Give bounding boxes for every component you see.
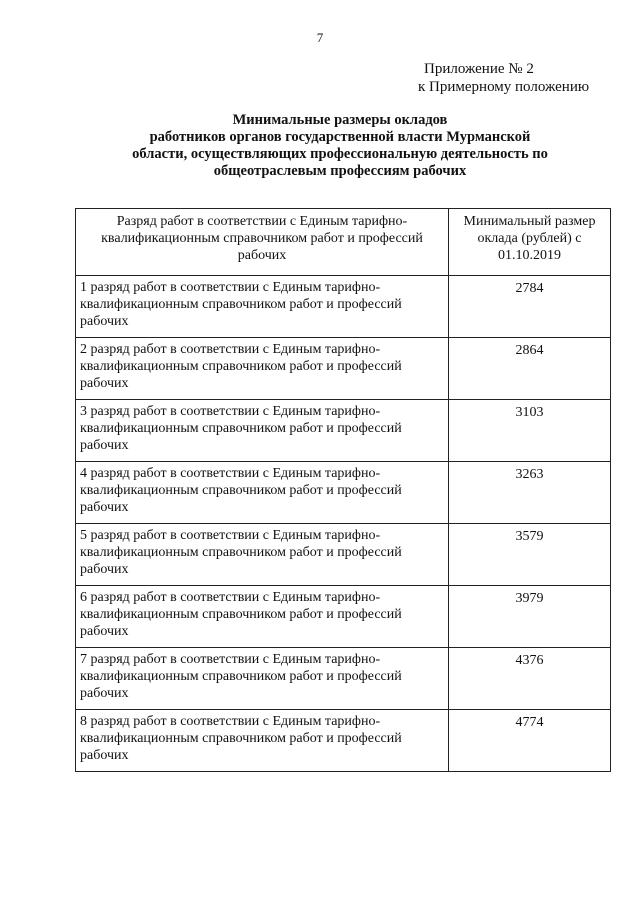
title-line: общеотраслевым профессиям рабочих — [213, 163, 467, 179]
grade-description-line: 2 разряд работ в соответствии с Единым тарифно- — [80, 342, 381, 357]
column-header-grade — [76, 209, 449, 276]
header-line: Разряд работ в соответствии с Единым тарифно- — [116, 214, 408, 229]
grade-description-line: рабочих — [80, 686, 129, 701]
title-line: работников органов государственной власти Мурманской — [149, 129, 531, 145]
grade-description-line: квалификационным справочником работ и профессий — [80, 483, 402, 498]
grade-description-line: рабочих — [80, 314, 129, 329]
salary-value-cell: 3103 — [449, 400, 611, 462]
salary-value-cell: 2784 — [449, 276, 611, 338]
column-header-salary — [449, 209, 611, 276]
appendix-note — [418, 60, 589, 96]
grade-description-line: 3 разряд работ в соответствии с Единым тарифно- — [80, 404, 381, 419]
grade-description-line: рабочих — [80, 624, 129, 639]
title-line: области, осуществляющих профессиональную деятельность по — [132, 146, 548, 162]
grade-description-line: квалификационным справочником работ и профессий — [80, 731, 402, 746]
grade-description-cell — [76, 586, 449, 648]
salary-value-cell: 4774 — [449, 710, 611, 772]
grade-description-cell — [76, 648, 449, 710]
grade-description-cell — [76, 276, 449, 338]
table-row — [76, 462, 611, 524]
salary-value-cell: 2864 — [449, 338, 611, 400]
salary-value-cell: 3263 — [449, 462, 611, 524]
grade-description-line: 8 разряд работ в соответствии с Единым тарифно- — [80, 714, 381, 729]
grade-description-line: квалификационным справочником работ и профессий — [80, 359, 402, 374]
table-header-row — [76, 209, 611, 276]
header-line: Минимальный размер — [463, 214, 596, 229]
grade-description-line: рабочих — [80, 438, 129, 453]
grade-description-line: рабочих — [80, 748, 129, 763]
header-line: оклада (рублей) с — [477, 231, 582, 246]
header-line: 01.10.2019 — [498, 248, 561, 263]
table-row — [76, 648, 611, 710]
grade-description-line: квалификационным справочником работ и профессий — [80, 421, 402, 436]
page-number: 7 — [316, 30, 324, 45]
salary-value-cell: 3579 — [449, 524, 611, 586]
appendix-line-1: Приложение № 2 — [424, 61, 534, 77]
grade-description-cell — [76, 338, 449, 400]
grade-description-line: квалификационным справочником работ и профессий — [80, 297, 402, 312]
grade-description-cell — [76, 462, 449, 524]
salary-value-cell: 3979 — [449, 586, 611, 648]
table-row — [76, 586, 611, 648]
table-row — [76, 400, 611, 462]
header-line: квалификационным справочником работ и профессий — [101, 231, 423, 246]
grade-description-cell — [76, 400, 449, 462]
table-row — [76, 524, 611, 586]
grade-description-cell — [76, 710, 449, 772]
grade-description-line: рабочих — [80, 500, 129, 515]
title-line: Минимальные размеры окладов — [232, 112, 448, 128]
grade-description-line: 4 разряд работ в соответствии с Единым тарифно- — [80, 466, 381, 481]
grade-description-line: рабочих — [80, 562, 129, 577]
table-row — [76, 710, 611, 772]
grade-description-line: 7 разряд работ в соответствии с Единым тарифно- — [80, 652, 381, 667]
grade-description-line: 5 разряд работ в соответствии с Единым тарифно- — [80, 528, 381, 543]
grade-description-line: квалификационным справочником работ и профессий — [80, 545, 402, 560]
header-line: рабочих — [237, 248, 287, 263]
table-row — [76, 338, 611, 400]
appendix-line-2: к Примерному положению — [418, 79, 590, 95]
grade-description-line: 1 разряд работ в соответствии с Единым тарифно- — [80, 280, 381, 295]
document-title — [60, 112, 620, 180]
table-row — [76, 276, 611, 338]
grade-description-line: 6 разряд работ в соответствии с Единым тарифно- — [80, 590, 381, 605]
grade-description-line: квалификационным справочником работ и профессий — [80, 669, 402, 684]
salary-table — [75, 208, 611, 772]
salary-value-cell: 4376 — [449, 648, 611, 710]
grade-description-line: рабочих — [80, 376, 129, 391]
grade-description-cell — [76, 524, 449, 586]
table-body — [76, 276, 611, 772]
grade-description-line: квалификационным справочником работ и профессий — [80, 607, 402, 622]
